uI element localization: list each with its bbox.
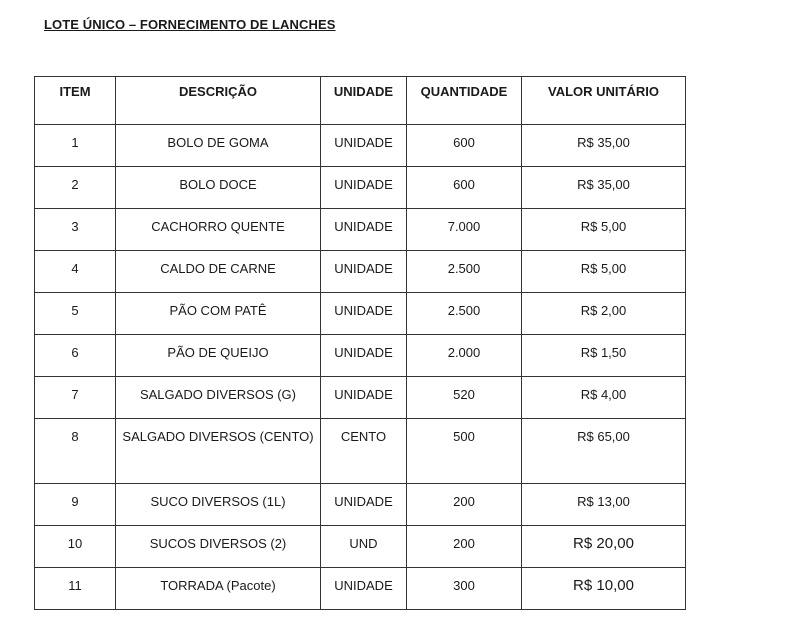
cell-valor: R$ 1,50	[522, 335, 686, 377]
table-row	[35, 167, 686, 209]
cell-unidade: UNIDADE	[321, 209, 407, 251]
cell-valor: R$ 5,00	[522, 209, 686, 251]
table-row	[35, 484, 686, 526]
cell-quantidade: 200	[407, 484, 522, 526]
cell-descricao: CACHORRO QUENTE	[116, 209, 321, 251]
table-row	[35, 125, 686, 167]
cell-quantidade: 500	[407, 419, 522, 484]
cell-item: 6	[35, 335, 116, 377]
cell-quantidade: 2.500	[407, 293, 522, 335]
cell-descricao: SUCOS DIVERSOS (2)	[116, 526, 321, 568]
cell-valor: R$ 5,00	[522, 251, 686, 293]
lanches-table	[34, 76, 686, 610]
table-row	[35, 419, 686, 484]
cell-quantidade: 300	[407, 568, 522, 610]
cell-quantidade: 600	[407, 167, 522, 209]
cell-valor: R$ 10,00	[522, 568, 686, 610]
cell-valor: R$ 35,00	[522, 167, 686, 209]
table-row	[35, 377, 686, 419]
header-item: ITEM	[35, 77, 116, 125]
table-row	[35, 209, 686, 251]
cell-descricao: BOLO DOCE	[116, 167, 321, 209]
cell-quantidade: 7.000	[407, 209, 522, 251]
table-row	[35, 568, 686, 610]
table-row	[35, 526, 686, 568]
cell-descricao: CALDO DE CARNE	[116, 251, 321, 293]
header-unidade: UNIDADE	[321, 77, 407, 125]
cell-unidade: UNIDADE	[321, 251, 407, 293]
cell-descricao: SALGADO DIVERSOS (CENTO)	[116, 419, 321, 484]
cell-descricao: TORRADA (Pacote)	[116, 568, 321, 610]
cell-valor: R$ 35,00	[522, 125, 686, 167]
cell-quantidade: 2.500	[407, 251, 522, 293]
cell-unidade: CENTO	[321, 419, 407, 484]
cell-unidade: UNIDADE	[321, 377, 407, 419]
table-row	[35, 251, 686, 293]
cell-item: 5	[35, 293, 116, 335]
cell-item: 1	[35, 125, 116, 167]
cell-unidade: UNIDADE	[321, 335, 407, 377]
cell-item: 3	[35, 209, 116, 251]
cell-quantidade: 200	[407, 526, 522, 568]
cell-unidade: UNIDADE	[321, 125, 407, 167]
cell-valor: R$ 2,00	[522, 293, 686, 335]
cell-item: 10	[35, 526, 116, 568]
cell-valor: R$ 20,00	[522, 526, 686, 568]
table-row	[35, 335, 686, 377]
cell-item: 8	[35, 419, 116, 484]
cell-valor: R$ 13,00	[522, 484, 686, 526]
cell-item: 9	[35, 484, 116, 526]
header-valor-unitario: VALOR UNITÁRIO	[522, 77, 686, 125]
cell-unidade: UNIDADE	[321, 568, 407, 610]
cell-quantidade: 2.000	[407, 335, 522, 377]
cell-descricao: SUCO DIVERSOS (1L)	[116, 484, 321, 526]
table-row	[35, 293, 686, 335]
cell-unidade: UNIDADE	[321, 484, 407, 526]
table-header-row	[35, 77, 686, 125]
cell-item: 11	[35, 568, 116, 610]
cell-quantidade: 600	[407, 125, 522, 167]
cell-valor: R$ 65,00	[522, 419, 686, 484]
cell-item: 2	[35, 167, 116, 209]
cell-descricao: PÃO COM PATÊ	[116, 293, 321, 335]
cell-descricao: BOLO DE GOMA	[116, 125, 321, 167]
cell-unidade: UNIDADE	[321, 167, 407, 209]
cell-descricao: SALGADO DIVERSOS (G)	[116, 377, 321, 419]
header-descricao: DESCRIÇÃO	[116, 77, 321, 125]
cell-quantidade: 520	[407, 377, 522, 419]
header-quantidade: QUANTIDADE	[407, 77, 522, 125]
document-title: LOTE ÚNICO – FORNECIMENTO DE LANCHES	[44, 17, 336, 32]
cell-unidade: UND	[321, 526, 407, 568]
cell-item: 7	[35, 377, 116, 419]
cell-valor: R$ 4,00	[522, 377, 686, 419]
cell-descricao: PÃO DE QUEIJO	[116, 335, 321, 377]
cell-item: 4	[35, 251, 116, 293]
cell-unidade: UNIDADE	[321, 293, 407, 335]
